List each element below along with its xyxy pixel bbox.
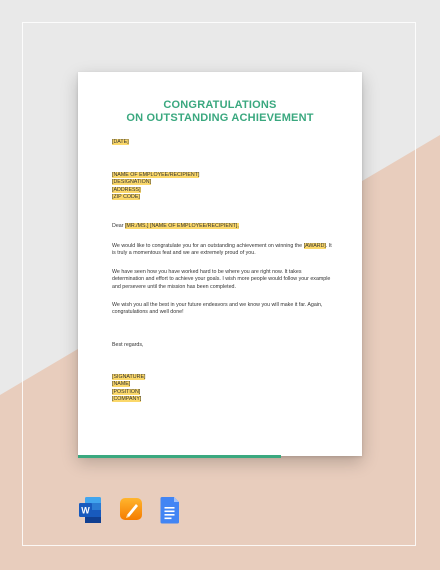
designation-placeholder: [DESIGNATION] bbox=[112, 179, 152, 186]
date-line bbox=[112, 139, 334, 146]
word-icon[interactable] bbox=[78, 496, 102, 524]
footer-green-rule bbox=[78, 455, 281, 458]
title-line-2: ON OUTSTANDING ACHIEVEMENT bbox=[126, 112, 314, 124]
paragraph-2: We have seen how you have worked hard to be where you are right now. It takes determination and effort to achieve your goals. I wish more people would follow your example and persevere until the mission has been completed. bbox=[112, 269, 331, 290]
address-placeholder: [ADDRESS] bbox=[112, 186, 141, 193]
award-placeholder: [AWARD] bbox=[303, 243, 326, 249]
salutation-placeholder: [MR./MS.] [NAME OF EMPLOYEE/RECIPIENT], bbox=[124, 223, 239, 229]
zip-code-placeholder: [ZIP CODE] bbox=[112, 193, 140, 200]
paragraph-3: We wish you all the best in your future endeavors and we know you will make it far. Again, congratulations and well done! bbox=[112, 302, 323, 316]
signature-placeholder: [SIGNATURE] bbox=[112, 374, 146, 380]
paragraph-1-text-b: . It is truly a momentous feat and we are extremely proud of you. bbox=[112, 243, 332, 257]
name-placeholder: [NAME] bbox=[112, 381, 131, 388]
google-docs-icon[interactable] bbox=[158, 496, 182, 524]
salutation bbox=[112, 223, 334, 230]
salutation-prefix: Dear bbox=[112, 223, 125, 229]
date-placeholder: [DATE] bbox=[112, 139, 129, 145]
recipient-name-placeholder: [NAME OF EMPLOYEE/RECIPIENT] bbox=[112, 172, 200, 178]
signature-block bbox=[112, 374, 334, 403]
letter-page bbox=[78, 72, 362, 456]
recipient-address-block bbox=[112, 172, 334, 201]
svg-text:W: W bbox=[81, 505, 90, 516]
paragraph-1-text-a: We would like to congratulate you for an outstanding achievement on winning the bbox=[112, 243, 304, 249]
company-placeholder: [COMPANY] bbox=[112, 395, 142, 402]
pages-icon[interactable] bbox=[119, 496, 143, 524]
closing: Best regards, bbox=[112, 342, 144, 348]
paragraph-1 bbox=[112, 243, 334, 258]
title-line-1: CONGRATULATIONS bbox=[163, 99, 277, 111]
position-placeholder: [POSITION] bbox=[112, 388, 141, 395]
